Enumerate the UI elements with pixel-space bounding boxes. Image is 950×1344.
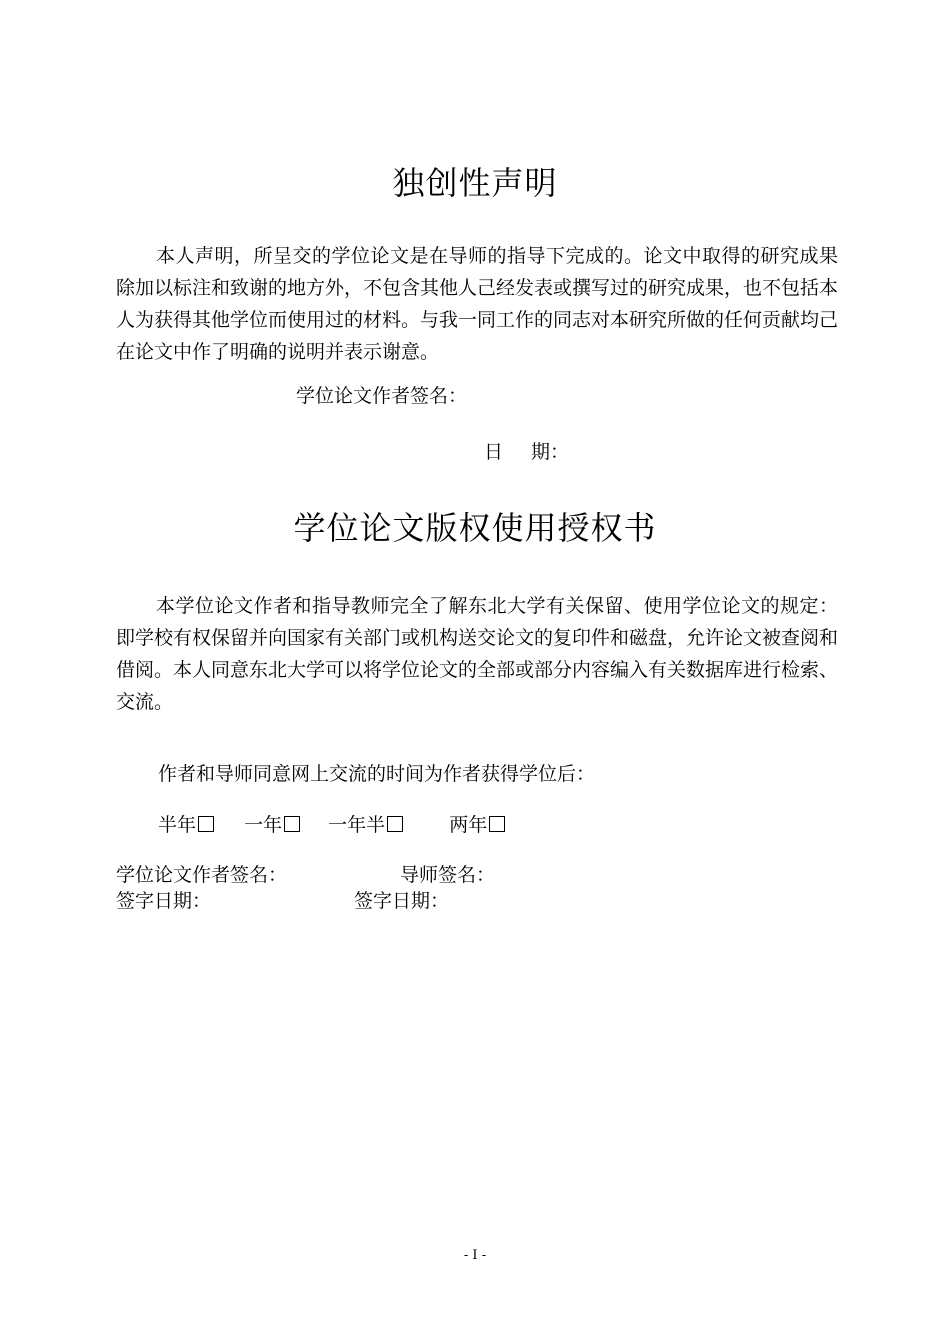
period-label: 半年	[158, 814, 197, 836]
period-option-half-year[interactable]	[158, 811, 214, 839]
period-option-two-years[interactable]	[449, 811, 505, 839]
authorization-author-signature-label: 学位论文作者签名：	[116, 864, 288, 886]
period-label: 两年	[449, 814, 488, 836]
authorization-author-date-label: 签字日期：	[116, 890, 212, 912]
checkbox-icon[interactable]	[387, 816, 403, 832]
page-number: - I -	[463, 1248, 487, 1263]
declaration-body: 本人声明，所呈交的学位论文是在导师的指导下完成的。论文中取得的研究成果除加以标注和致谢的地方外，不包含其他人己经发表或撰写过的研究成果，也不包括本人为获得其他学位而使用过的材料。与我一同工作的同志对本研究所做的任何贡献均己在论文中作了明确的说明并表示谢意。	[116, 245, 839, 363]
authorization-body: 本学位论文作者和指导教师完全了解东北大学有关保留、使用学位论文的规定：即学校有权保留并向国家有关部门或机构送交论文的复印件和磁盘，允许论文被查阅和借阅。本人同意东北大学可以将学位论文的全部或部分内容编入有关数据库进行检索、交流。	[116, 595, 839, 713]
declaration-date-label	[484, 438, 569, 466]
declaration-title: 独创性声明	[392, 164, 558, 202]
checkbox-icon[interactable]	[198, 816, 214, 832]
checkbox-icon[interactable]	[284, 816, 300, 832]
declaration-date-label-part2: 期：	[531, 441, 570, 463]
authorization-advisor-date-label: 签字日期：	[354, 890, 450, 912]
declaration-date-label-part1: 日	[484, 441, 504, 463]
authorization-title: 学位论文版权使用授权书	[293, 509, 657, 547]
net-exchange-statement: 作者和导师同意网上交流的时间为作者获得学位后：	[158, 763, 596, 785]
authorization-advisor-signature-label: 导师签名：	[400, 864, 496, 886]
period-option-one-year[interactable]	[244, 811, 300, 839]
checkbox-icon[interactable]	[489, 816, 505, 832]
period-label: 一年	[244, 814, 283, 836]
period-options	[158, 811, 505, 839]
period-label: 一年半	[328, 814, 386, 836]
declaration-author-signature-label: 学位论文作者签名：	[296, 385, 468, 407]
period-option-one-and-half-year[interactable]	[328, 811, 403, 839]
